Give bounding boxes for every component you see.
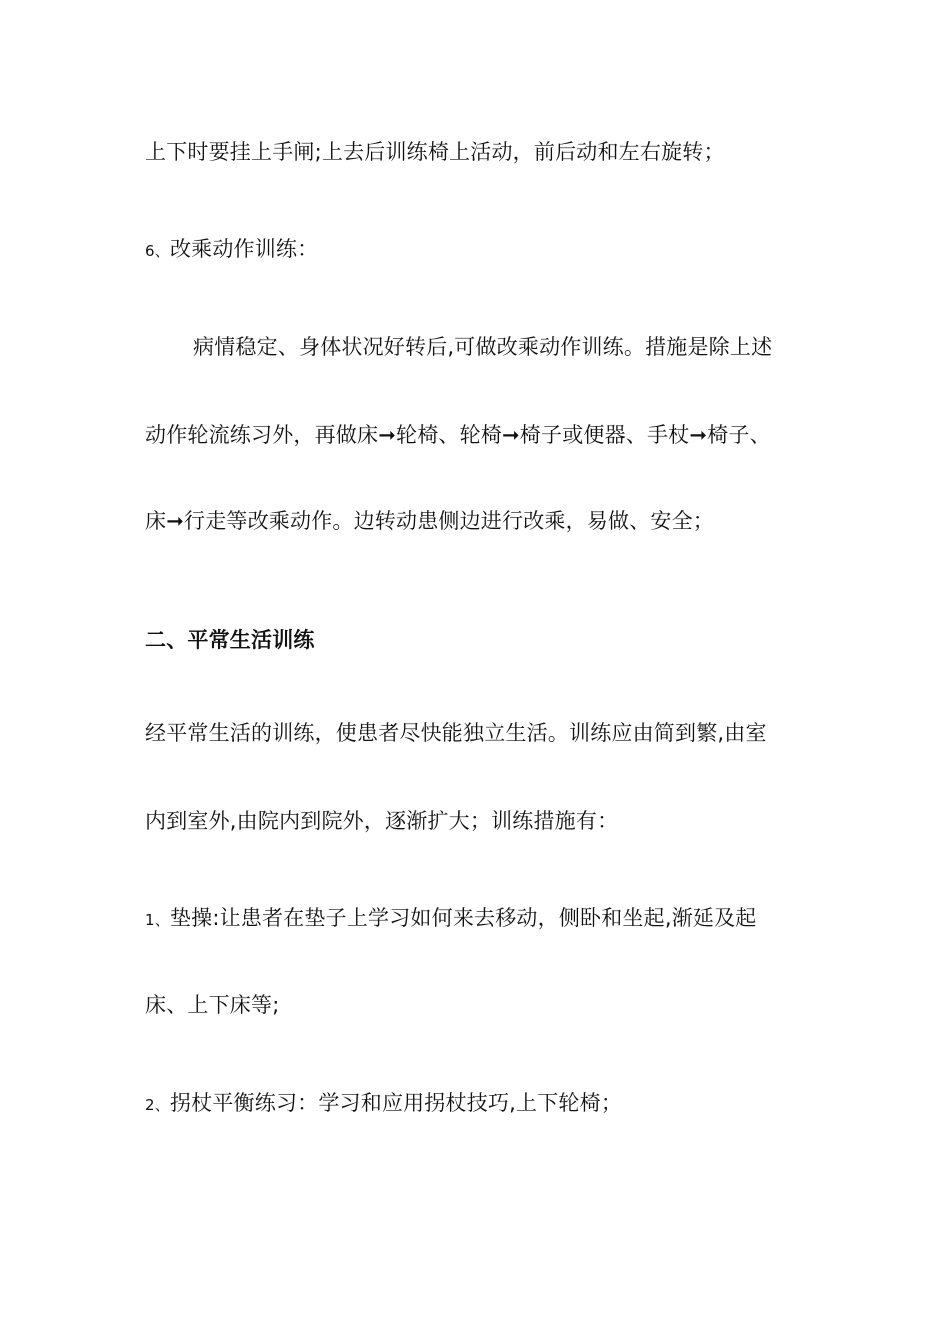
item-number: 2、 xyxy=(145,1096,170,1114)
line-text: 床➞行走等改乘动作。边转动患侧边进行改乘，易做、安全； xyxy=(145,509,714,533)
heading-text: 二、平常生活训练 xyxy=(145,628,315,652)
line-text: 上下时要挂上手闸;上去后训练椅上活动，前后动和左右旋转； xyxy=(145,140,725,164)
paragraph-line xyxy=(145,506,714,536)
item-number: 6、 xyxy=(145,242,170,260)
line-text: 拐杖平衡练习：学习和应用拐杖技巧,上下轮椅； xyxy=(169,1091,623,1115)
line-text: 改乘动作训练： xyxy=(169,237,319,261)
paragraph-line xyxy=(145,137,725,167)
section-heading xyxy=(145,625,315,655)
paragraph-line xyxy=(145,420,771,450)
numbered-item xyxy=(145,1088,622,1120)
numbered-item xyxy=(145,903,757,935)
paragraph-line xyxy=(193,332,772,362)
line-text: 垫操:让患者在垫子上学习如何来去移动，侧卧和坐起,渐延及起 xyxy=(169,906,757,930)
line-text: 动作轮流练习外，再做床➞轮椅、轮椅➞椅子或便器、手杖➞椅子、 xyxy=(145,423,771,447)
line-text: 内到室外,由院内到院外，逐渐扩大；训练措施有： xyxy=(145,809,619,833)
line-text: 床、上下床等; xyxy=(145,993,280,1017)
item-number: 1、 xyxy=(145,911,170,929)
paragraph-line xyxy=(145,806,618,836)
paragraph-line xyxy=(145,718,767,748)
line-text: 病情稳定、身体状况好转后,可做改乘动作训练。措施是除上述 xyxy=(193,335,773,359)
paragraph-line xyxy=(145,990,279,1020)
line-text: 经平常生活的训练，使患者尽快能独立生活。训练应由简到繁,由室 xyxy=(145,721,767,745)
numbered-item-heading xyxy=(145,234,318,266)
